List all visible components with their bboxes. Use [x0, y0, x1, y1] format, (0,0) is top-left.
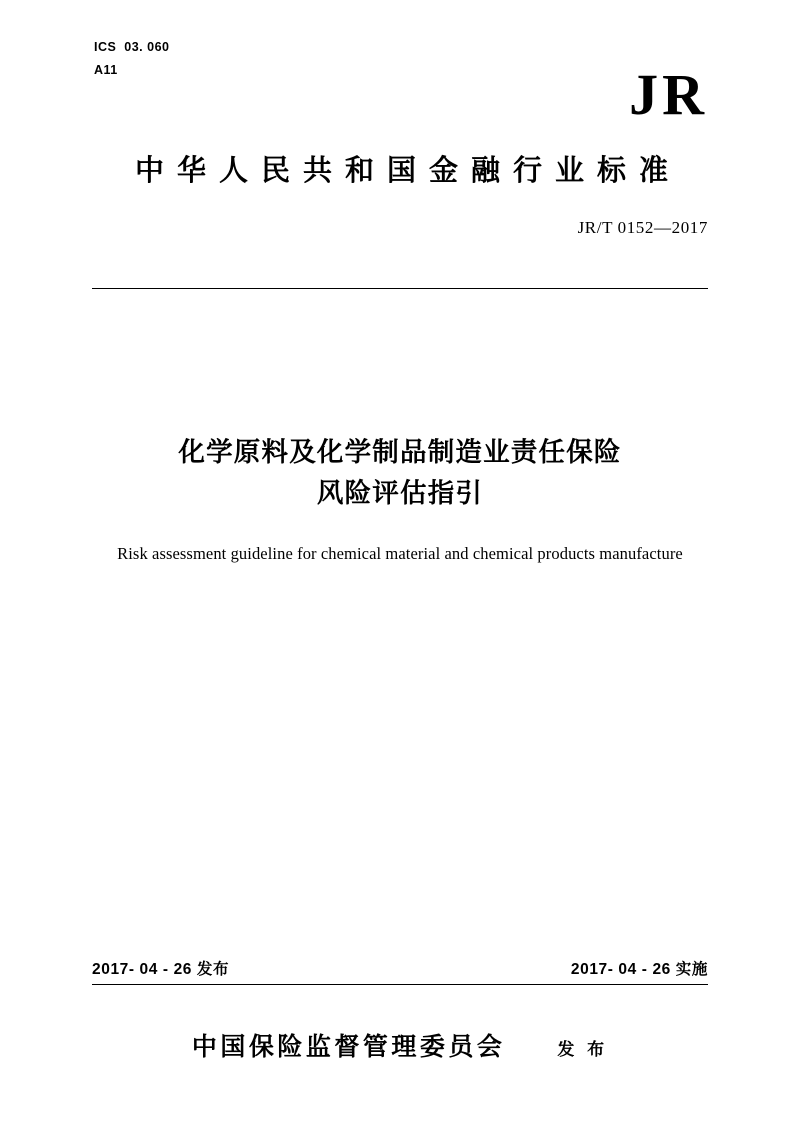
footer-divider — [92, 984, 708, 985]
issuer-action: 发 布 — [557, 1040, 609, 1059]
jr-logo: JR — [629, 62, 708, 127]
ics-classification-block — [94, 36, 170, 82]
document-title-line-2: 风险评估指引 — [316, 478, 484, 509]
header-divider — [92, 288, 708, 289]
standard-number: JR/T 0152—2017 — [577, 218, 708, 237]
classification-code: A11 — [94, 63, 118, 78]
document-title — [92, 432, 708, 514]
footer-dates — [92, 957, 708, 979]
document-title-english: Risk assessment guideline for chemical material and chemical products manufacture — [117, 544, 683, 563]
document-title-line-1: 化学原料及化学制品制造业责任保险 — [178, 437, 622, 467]
page-title: 中华人民共和国金融行业标准 — [134, 155, 681, 187]
effective-date: 2017- 04 - 26 实施 — [570, 961, 708, 978]
ics-code: ICS 03. 060 — [94, 40, 170, 54]
issue-date: 2017- 04 - 26 发布 — [92, 961, 230, 978]
issuer-name: 中国保险监督管理委员会 — [191, 1033, 506, 1061]
issuer-row — [92, 1027, 708, 1063]
